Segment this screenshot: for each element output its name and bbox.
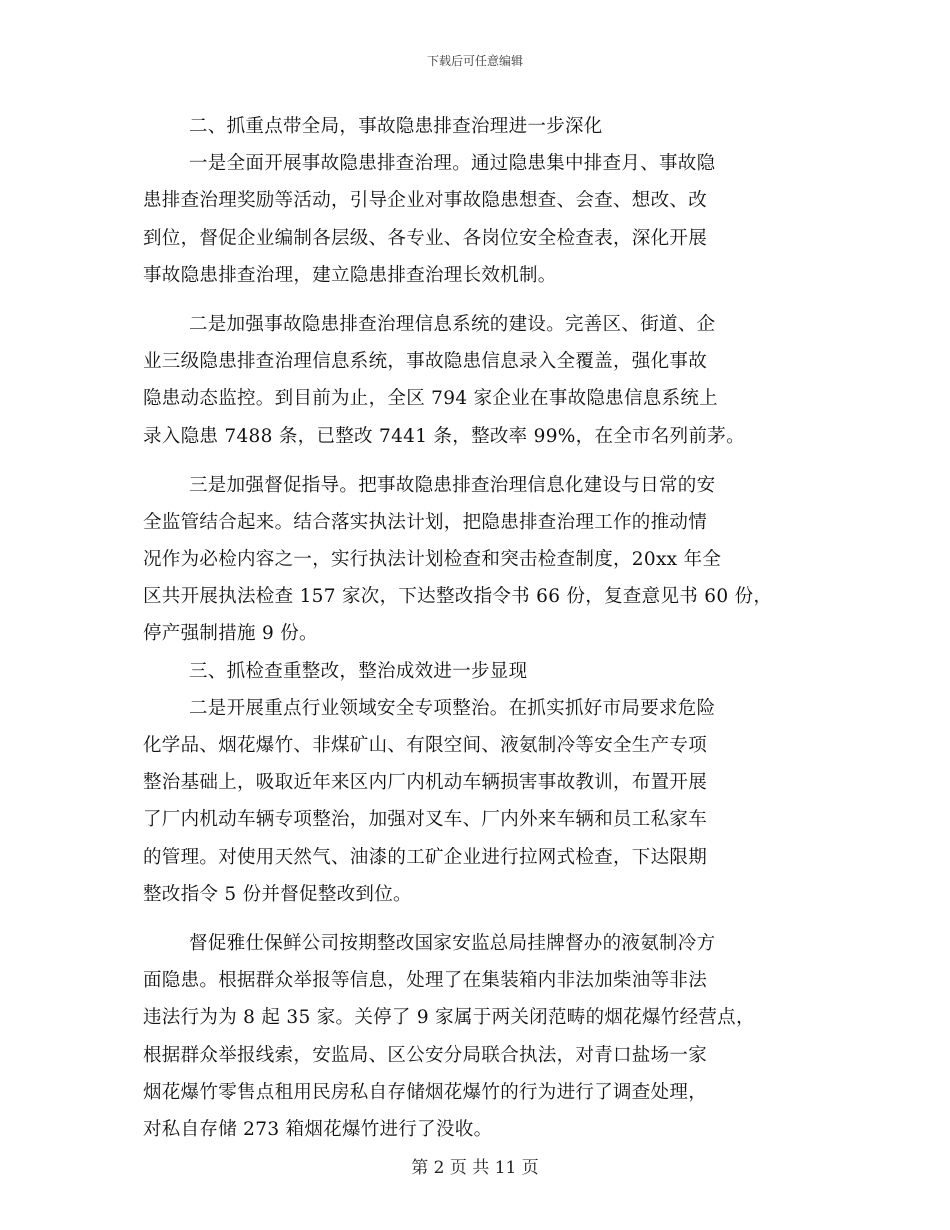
page-number: 第 2 页 共 11 页	[411, 1158, 539, 1178]
paragraph-line: 隐患动态监控。到目前为止，全区 794 家企业在事故隐患信息系统上	[143, 388, 718, 410]
paragraph-line: 督促雅仕保鲜公司按期整改国家安监总局挂牌督办的液氨制冷方	[189, 932, 716, 954]
paragraph-line: 全监管结合起来。结合落实执法计划，把隐患排查治理工作的推动情	[143, 511, 708, 533]
paragraph-line: 二是加强事故隐患排查治理信息系统的建设。完善区、街道、企	[189, 313, 716, 335]
paragraph-line: 停产强制措施 9 份。	[143, 623, 318, 645]
paragraph-line: 事故隐患排查治理，建立隐患排查治理长效机制。	[143, 264, 557, 286]
paragraph-line: 面隐患。根据群众举报等信息，处理了在集装箱内非法加柴油等非法	[143, 970, 708, 992]
paragraph-line: 业三级隐患排查治理信息系统，事故隐患信息录入全覆盖，强化事故	[143, 351, 708, 373]
paragraph-line: 了厂内机动车辆专项整治，加强对叉车、厂内外来车辆和员工私家车	[143, 809, 708, 831]
paragraph-line: 一是全面开展事故隐患排查治理。通过隐患集中排查月、事故隐	[189, 153, 716, 175]
paragraph-line: 区共开展执法检查 157 家次，下达整改指令书 66 份，复查意见书 60 份，	[143, 586, 773, 608]
paragraph-line: 患排查治理奖励等活动，引导企业对事故隐患想查、会查、想改、改	[143, 190, 708, 212]
paragraph-line: 的管理。对使用天然气、油漆的工矿企业进行拉网式检查，下达限期	[143, 846, 708, 868]
paragraph-line: 违法行为为 8 起 35 家。关停了 9 家属于两关闭范畴的烟花爆竹经营点，	[143, 1007, 755, 1029]
paragraph-line: 对私自存储 273 箱烟花爆竹进行了没收。	[143, 1118, 493, 1140]
paragraph-line: 整改指令 5 份并督促整改到位。	[143, 883, 412, 905]
paragraph-line: 根据群众举报线索，安监局、区公安分局联合执法，对青口盐场一家	[143, 1044, 708, 1066]
section-heading: 二、抓重点带全局，事故隐患排查治理进一步深化	[189, 116, 603, 137]
paragraph-line: 二是开展重点行业领域安全专项整治。在抓实抓好市局要求危险	[189, 697, 716, 719]
paragraph-line: 烟花爆竹零售点租用民房私自存储烟花爆竹的行为进行了调查处理，	[143, 1081, 708, 1103]
paragraph-line: 三是加强督促指导。把事故隐患排查治理信息化建设与日常的安	[189, 474, 716, 496]
paragraph-line: 况作为必检内容之一，实行执法计划检查和突击检查制度，20xx 年全	[143, 549, 722, 571]
paragraph-line: 整治基础上，吸取近年来区内厂内机动车辆损害事故教训，布置开展	[143, 772, 708, 794]
document-body	[143, 108, 823, 1148]
paragraph-line: 化学品、烟花爆竹、非煤矿山、有限空间、液氨制冷等安全生产专项	[143, 735, 708, 756]
paragraph-line: 录入隐患 7488 条，已整改 7441 条，整改率 99%，在全市名列前茅。	[143, 425, 745, 447]
section-heading: 三、抓检查重整改，整治成效进一步显现	[189, 660, 528, 682]
page-header: 下载后可任意编辑	[426, 54, 523, 68]
paragraph-line: 到位，督促企业编制各层级、各专业、各岗位安全检查表，深化开展	[143, 227, 708, 249]
